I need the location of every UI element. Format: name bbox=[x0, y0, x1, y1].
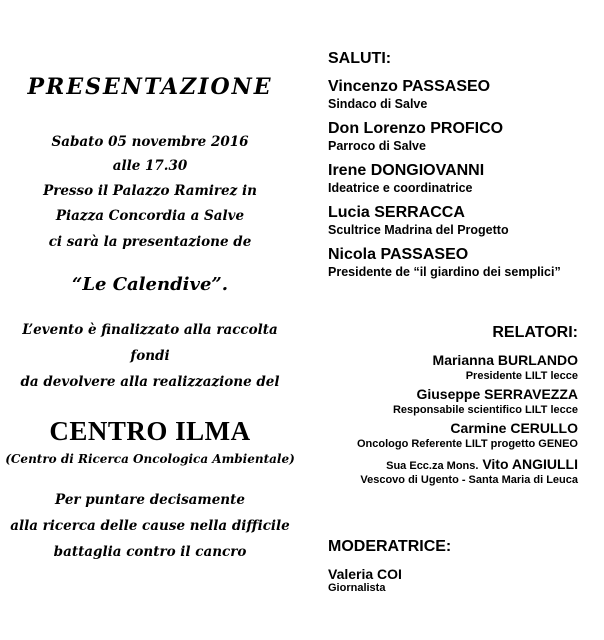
saluti-role: Parroco di Salve bbox=[328, 139, 426, 153]
presentation-column bbox=[0, 0, 300, 640]
relatori-role: Vescovo di Ugento - Santa Maria di Leuca bbox=[360, 474, 578, 486]
relatori-heading: RELATORI: bbox=[492, 324, 578, 341]
speakers-column bbox=[300, 0, 604, 640]
saluti-name: Lucia SERRACCA bbox=[328, 204, 465, 221]
event-intro: ci sarà la presentazione de bbox=[48, 234, 252, 250]
relatori-name: Carmine CERULLO bbox=[450, 420, 578, 436]
aim-line-3: battaglia contro il cancro bbox=[53, 544, 247, 560]
saluti-role: Presidente de “il giardino dei semplici” bbox=[328, 265, 561, 279]
purpose-line-2: fondi bbox=[130, 348, 170, 364]
aim-line-1: Per puntare decisamente bbox=[55, 492, 245, 508]
purpose-line-1: L’evento è finalizzato alla raccolta bbox=[22, 322, 278, 338]
event-time: alle 17.30 bbox=[112, 158, 188, 174]
saluti-name: Irene DONGIOVANNI bbox=[328, 162, 485, 179]
moderatrice-role: Giornalista bbox=[328, 582, 386, 594]
book-title: “Le Calendive”. bbox=[71, 274, 229, 295]
saluti-name: Vincenzo PASSASEO bbox=[328, 78, 491, 95]
relatori-name: Giuseppe SERRAVEZZA bbox=[416, 386, 578, 402]
saluti-role: Scultrice Madrina del Progetto bbox=[328, 223, 509, 237]
saluti-role: Ideatrice e coordinatrice bbox=[328, 181, 473, 195]
relatori-name: Vito ANGIULLI bbox=[482, 456, 578, 472]
saluti-role: Sindaco di Salve bbox=[328, 97, 428, 111]
event-date: Sabato 05 novembre 2016 bbox=[51, 134, 249, 150]
relatori-role: Oncologo Referente LILT progetto GENEO bbox=[356, 438, 578, 450]
presentation-title: PRESENTAZIONE bbox=[27, 74, 273, 100]
event-venue: Presso il Palazzo Ramirez in bbox=[43, 183, 257, 199]
saluti-name: Nicola PASSASEO bbox=[328, 246, 469, 263]
relatori-prefix: Sua Ecc.za Mons. bbox=[386, 460, 479, 472]
aim-line-2: alla ricerca delle cause nella difficile bbox=[10, 518, 290, 534]
saluti-name: Don Lorenzo PROFICO bbox=[328, 120, 504, 137]
relatori-role: Responsabile scientifico LILT lecce bbox=[392, 404, 578, 416]
relatori-name-line bbox=[386, 456, 578, 472]
relatori-role: Presidente LILT lecce bbox=[465, 370, 578, 382]
purpose-line-3: da devolvere alla realizzazione del bbox=[20, 374, 280, 390]
event-square: Piazza Concordia a Salve bbox=[55, 208, 245, 224]
moderatrice-heading: MODERATRICE: bbox=[328, 538, 452, 555]
centro-ilma-subtitle: (Centro di Ricerca Oncologica Ambientale) bbox=[5, 452, 295, 466]
relatori-name: Marianna BURLANDO bbox=[432, 352, 578, 368]
centro-ilma-title: CENTRO ILMA bbox=[49, 416, 251, 446]
moderatrice-name: Valeria COI bbox=[328, 566, 402, 582]
saluti-heading: SALUTI: bbox=[328, 50, 392, 67]
